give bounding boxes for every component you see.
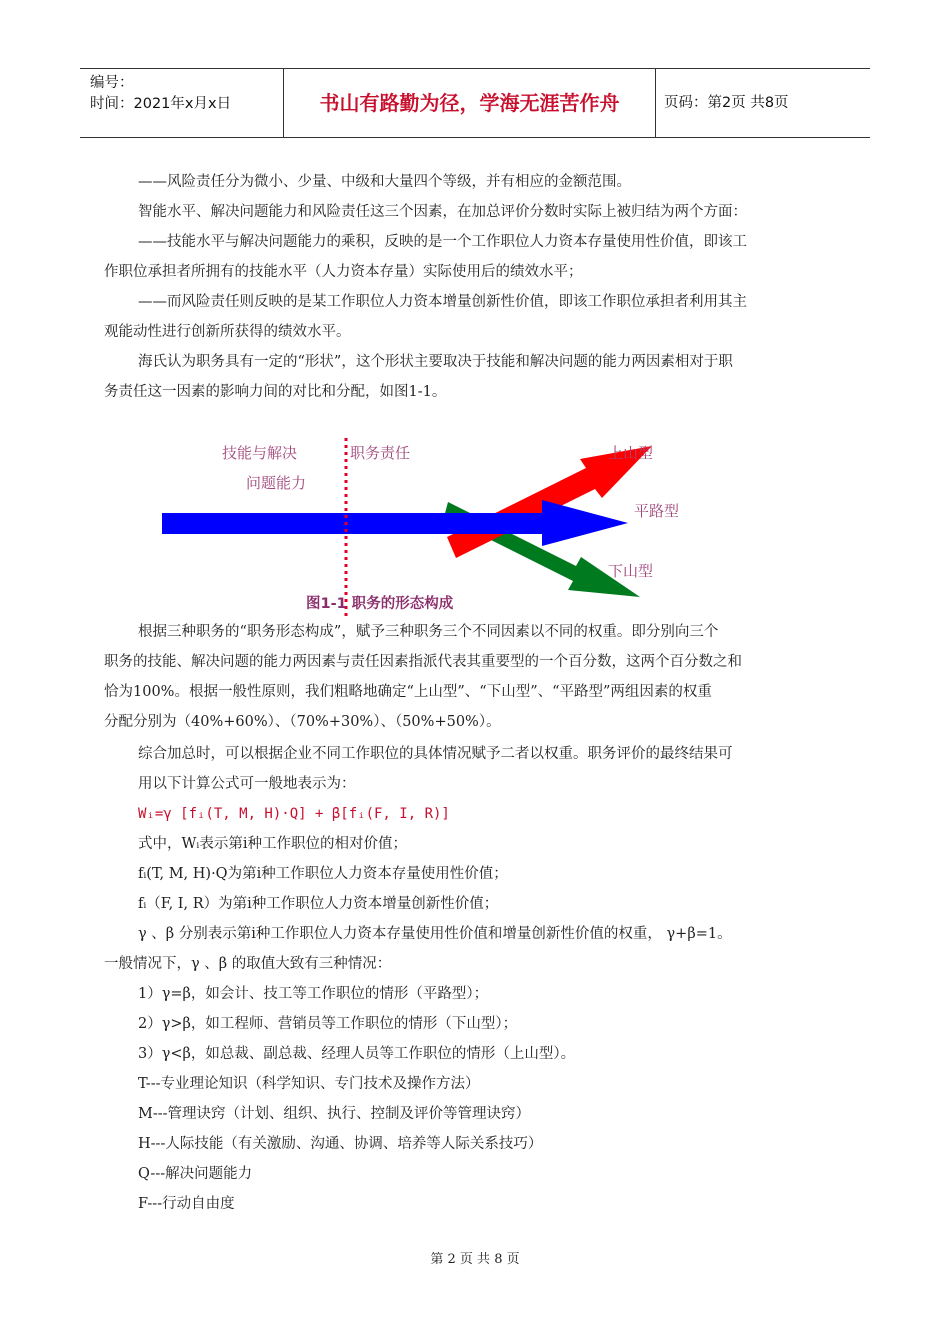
definition-item: Q---解决问题能力 — [138, 1166, 253, 1182]
label-duty: 职务责任 — [350, 444, 411, 462]
definition-item: M---管理诀窍（计划、组织、执行、控制及评价等管理诀窍） — [138, 1106, 531, 1122]
body-line: γ 、β 分别表示第i种工作职位人力资本存量使用性价值和增量创新性价值的权重， γ+β=1。 — [138, 926, 732, 942]
header-meta — [80, 69, 284, 137]
header-page-label: 页码：第2页 共8页 — [664, 95, 789, 111]
body-line: 观能动性进行创新所获得的绩效水平。 — [104, 324, 351, 340]
body-line: 海氏认为职务具有一定的“形状”，这个形状主要取决于技能和解决问题的能力两因素相对于职 — [138, 354, 733, 370]
body-line: 根据三种职务的“职务形态构成”，赋予三种职务三个不同因素以不同的权重。即分别向三个 — [138, 624, 719, 640]
body-line: 式中，Wᵢ表示第i种工作职位的相对价值； — [138, 836, 407, 852]
label-flat: 平路型 — [634, 502, 680, 520]
body-line: ——风险责任分为微小、少量、中级和大量四个等级，并有相应的金额范围。 — [138, 174, 631, 190]
label-down: 下山型 — [608, 562, 654, 580]
list-item: 2）γ>β，如工程师、营销员等工作职位的情形（下山型）； — [138, 1016, 518, 1032]
label-skill-1: 技能与解决 — [222, 444, 298, 462]
body-line: 职务的技能、解决问题的能力两因素与责任因素指派代表其重要型的一个百分数，这两个百分数之和 — [104, 654, 742, 670]
figure-caption: 图1-1 职务的形态构成 — [306, 596, 454, 612]
body-line: fᵢ（F, I, R）为第i种工作职位人力资本增量创新性价值； — [138, 896, 499, 912]
body-line: ——而风险责任则反映的是某工作职位人力资本增量创新性价值，即该工作职位承担者利用其主 — [138, 294, 747, 310]
header-motto: 书山有路勤为径，学海无涯苦作舟 — [284, 69, 656, 137]
flat-arrow — [162, 500, 628, 546]
time-label: 时间：2021年x月x日 — [90, 96, 232, 112]
body-line: 用以下计算公式可一般地表示为： — [138, 776, 356, 792]
body-line: 务责任这一因素的影响力间的对比和分配，如图1-1。 — [104, 384, 447, 400]
job-shape-figure — [150, 420, 710, 620]
body-line: 一般情况下，γ 、β 的取值大致有三种情况： — [104, 956, 392, 972]
body-line: ——技能水平与解决问题能力的乘积，反映的是一个工作职位人力资本存量使用性价值，即该工 — [138, 234, 747, 250]
definition-item: T---专业理论知识（科学知识、专门技术及操作方法） — [138, 1076, 480, 1092]
body-line: 作职位承担者所拥有的技能水平（人力资本存量）实际使用后的绩效水平； — [104, 264, 583, 280]
body-line: 恰为100%。根据一般性原则，我们粗略地确定“上山型”、“下山型”、“平路型”两组因素的权重 — [104, 684, 712, 700]
body-line: 综合加总时，可以根据企业不同工作职位的具体情况赋予二者以权重。职务评价的最终结果可 — [138, 746, 733, 762]
page-footer: 第 2 页 共 8 页 — [430, 1252, 520, 1267]
number-label: 编号： — [90, 75, 134, 91]
list-item: 3）γ<β，如总裁、副总裁、经理人员等工作职位的情形（上山型）。 — [138, 1046, 576, 1062]
label-skill-2: 问题能力 — [246, 474, 307, 492]
body-line: fᵢ(T, M, H)·Q为第i种工作职位人力资本存量使用性价值； — [138, 866, 508, 882]
page-header — [80, 68, 870, 138]
body-line: 智能水平、解决问题能力和风险责任这三个因素，在加总评价分数时实际上被归结为两个方面： — [138, 204, 747, 220]
body-line: 分配分别为（40%+60%）、（70%+30%）、（50%+50%）。 — [104, 714, 501, 730]
list-item: 1）γ=β，如会计、技工等工作职位的情形（平路型）； — [138, 986, 489, 1002]
formula: Wᵢ=γ [fᵢ(T, M, H)·Q] + β[fᵢ(F, I, R)] — [138, 806, 450, 822]
label-up: 上山型 — [608, 444, 654, 462]
definition-item: F---行动自由度 — [138, 1196, 235, 1212]
definition-item: H---人际技能（有关激励、沟通、协调、培养等人际关系技巧） — [138, 1136, 543, 1152]
